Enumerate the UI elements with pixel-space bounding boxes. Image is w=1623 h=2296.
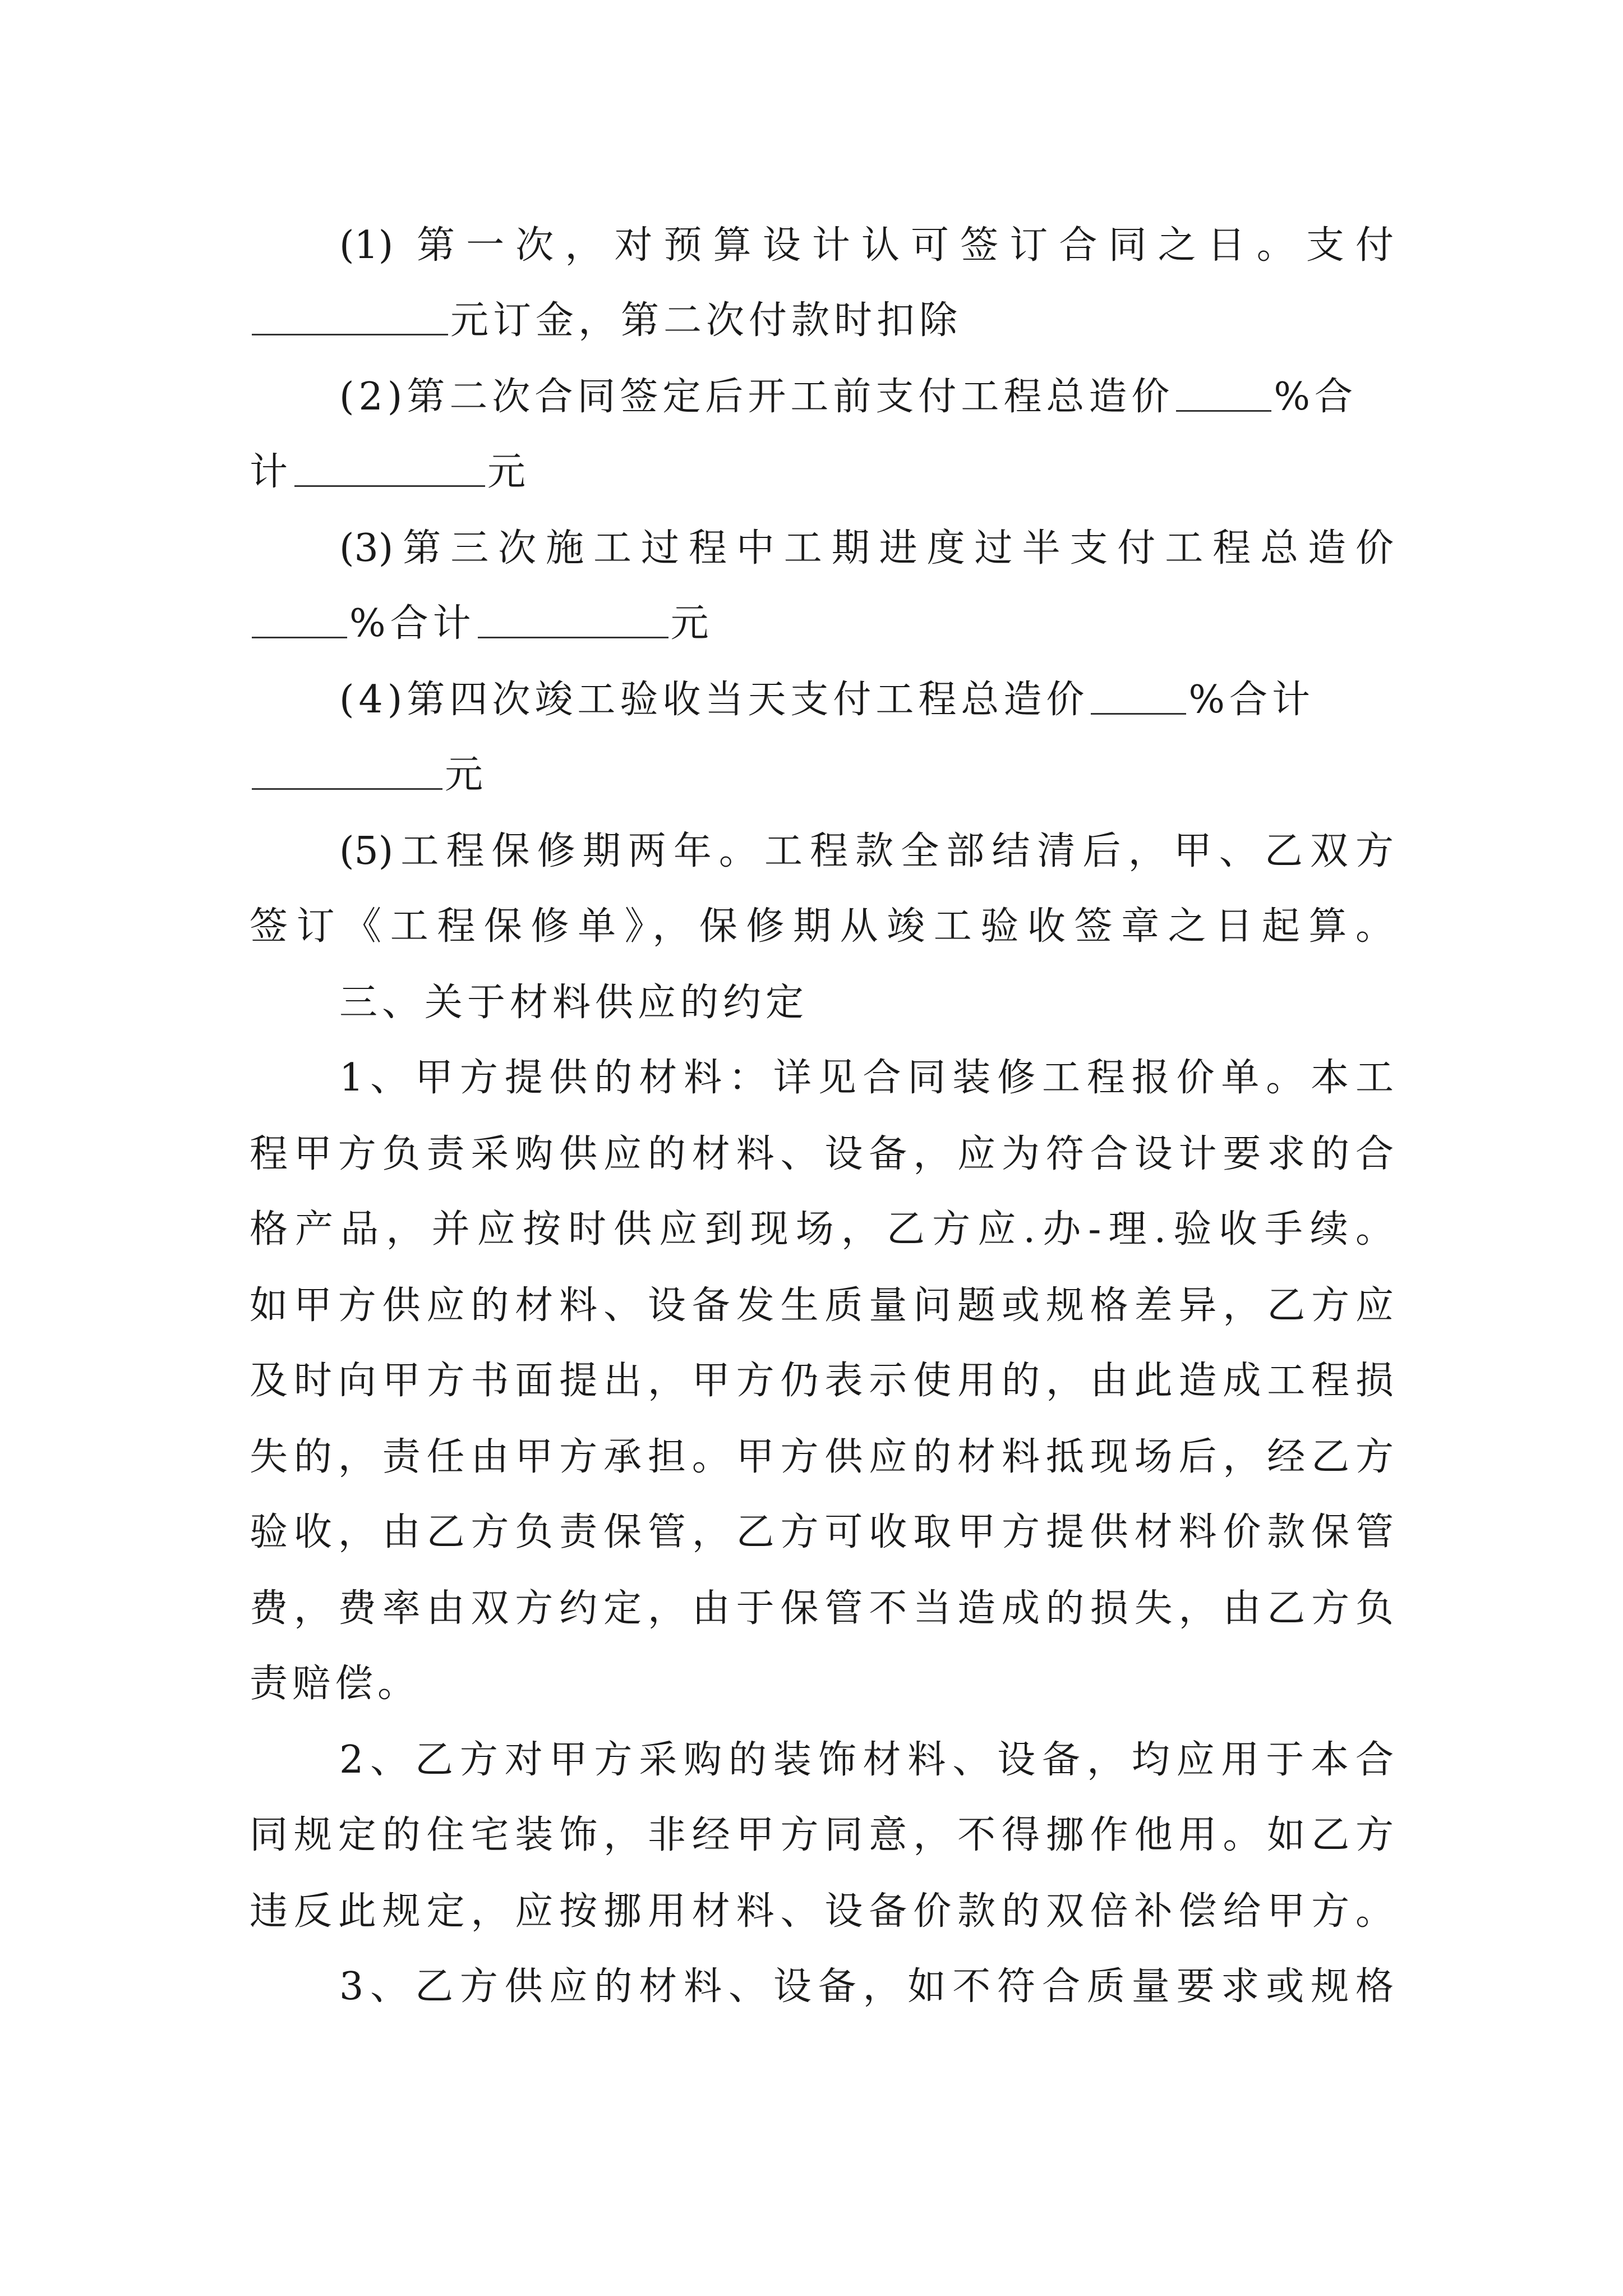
text: 责赔偿。 (250, 1662, 421, 1706)
text: 验收，由乙方负责保管，乙方可收取甲方提供材料价款保管 (250, 1510, 1394, 1554)
text: 2、乙方对甲方采购的装饰材料、设备，均应用于本合 (339, 1738, 1394, 1782)
payment-item-5-cont (250, 899, 1394, 955)
fill-in-blank (1091, 679, 1186, 715)
clause-3 (339, 1959, 1394, 2015)
text: %合计 (1188, 678, 1315, 722)
clause-1-line (250, 1581, 1394, 1637)
text: 元 (445, 753, 488, 797)
clause-2 (339, 1732, 1394, 1788)
text: 三、关于材料供应的约定 (339, 981, 809, 1025)
clause-1-line (250, 1429, 1394, 1485)
fill-in-blank (294, 451, 485, 487)
text: (3)第三次施工过程中工期进度过半支付工程总造价 (339, 526, 1394, 570)
text: 签订《工程保修单》，保修期从竣工验收签章之日起算。 (250, 904, 1394, 949)
text: 元 (487, 450, 531, 494)
fill-in-blank (252, 754, 442, 790)
clause-1-line (250, 1656, 1394, 1712)
payment-item-3-cont (250, 596, 1394, 652)
clause-1-line (250, 1278, 1394, 1334)
payment-item-1-cont (250, 293, 1394, 349)
clause-1-line (250, 1126, 1394, 1182)
payment-item-2 (339, 369, 1394, 425)
fill-in-blank (252, 602, 347, 638)
text: 元订金，第二次付款时扣除 (450, 298, 962, 343)
clause-2-line (250, 1884, 1394, 1940)
clause-1-line (250, 1504, 1394, 1561)
payment-item-3 (339, 521, 1394, 577)
text: 违反此规定，应按挪用材料、设备价款的双倍补偿给甲方。 (250, 1889, 1394, 1934)
payment-item-4-cont (250, 747, 1394, 803)
clause-1 (339, 1050, 1394, 1106)
text: 格产品，并应按时供应到现场，乙方应.办-理.验收手续。 (250, 1207, 1394, 1251)
text: (1) 第一次，对预算设计认可签订合同之日。支付 (339, 223, 1394, 268)
text: 程甲方负责采购供应的材料、设备，应为符合设计要求的合 (250, 1132, 1394, 1176)
text: 1、甲方提供的材料：详见合同装修工程报价单。本工 (339, 1056, 1394, 1100)
section-heading-materials (339, 975, 1394, 1031)
text: 失的，责任由甲方承担。甲方供应的材料抵现场后，经乙方 (250, 1435, 1394, 1479)
clause-1-line (250, 1353, 1394, 1409)
text: %合 (1274, 375, 1357, 419)
fill-in-blank (1176, 376, 1271, 412)
payment-item-4 (339, 672, 1394, 728)
text: 计 (250, 450, 293, 494)
text: %合计 (349, 601, 476, 646)
text: (5)工程保修期两年。工程款全部结清后，甲、乙双方 (339, 829, 1394, 873)
payment-item-2-cont (250, 444, 1394, 500)
clause-2-line (250, 1807, 1394, 1864)
clause-1-line (250, 1202, 1394, 1258)
text: 元 (670, 601, 713, 646)
fill-in-blank (252, 300, 448, 335)
text: (4)第四次竣工验收当天支付工程总造价 (339, 678, 1089, 722)
fill-in-blank (478, 602, 668, 638)
text: 如甲方供应的材料、设备发生质量问题或规格差异，乙方应 (250, 1283, 1394, 1328)
text: 同规定的住宅装饰，非经甲方同意，不得挪作他用。如乙方 (250, 1813, 1394, 1857)
text: (2)第二次合同签定后开工前支付工程总造价 (339, 375, 1174, 419)
payment-item-1 (339, 218, 1394, 274)
text: 3、乙方供应的材料、设备，如不符合质量要求或规格 (339, 1964, 1394, 2009)
text: 及时向甲方书面提出，甲方仍表示使用的，由此造成工程损 (250, 1359, 1394, 1403)
payment-item-5 (339, 823, 1394, 880)
text: 费，费率由双方约定，由于保管不当造成的损失，由乙方负 (250, 1586, 1394, 1631)
